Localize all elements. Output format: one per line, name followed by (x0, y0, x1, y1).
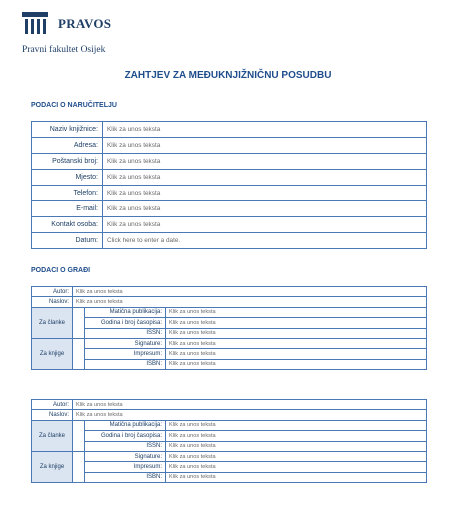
orderer-label: E-mail: (32, 201, 103, 217)
orderer-label: Poštanski broj: (32, 153, 103, 169)
issn-field[interactable]: Klik za unos teksta (166, 328, 427, 338)
books-group-label: Za knjige (32, 451, 73, 482)
article-label: Matična publikacija: (85, 420, 166, 430)
article-label: ISSN: (85, 441, 166, 451)
orderer-row-address (32, 137, 427, 153)
orderer-label: Telefon: (32, 185, 103, 201)
parent-publication-field[interactable]: Klik za unos teksta (166, 307, 427, 317)
imprint-field[interactable]: Klik za unos teksta (166, 462, 427, 472)
book-label: Signature: (85, 338, 166, 348)
isbn-field[interactable]: Klik za unos teksta (166, 472, 427, 482)
title-field[interactable]: Klik za unos teksta (73, 297, 427, 307)
author-label: Autor: (32, 287, 73, 297)
signature-field[interactable]: Klik za unos teksta (166, 338, 427, 348)
material-table-1 (31, 286, 427, 370)
material-row-book (32, 462, 427, 472)
address-field[interactable]: Klik za unos teksta (103, 137, 427, 153)
orderer-table (31, 121, 427, 249)
article-label: ISSN: (85, 328, 166, 338)
author-label: Autor: (32, 400, 73, 410)
book-label: Impresum: (85, 462, 166, 472)
articles-group-label: Za članke (32, 420, 73, 451)
document-title: ZAHTJEV ZA MEĐUKNJIŽNIČNU POSUDBU (124, 70, 332, 81)
material-row-article (32, 431, 427, 441)
orderer-row-email (32, 201, 427, 217)
title-label: Naslov: (32, 297, 73, 307)
orderer-row-phone (32, 185, 427, 201)
material-row-book (32, 338, 427, 348)
material-row-book (32, 359, 427, 369)
book-label: Impresum: (85, 349, 166, 359)
orderer-row-library-name (32, 122, 427, 138)
material-table-2 (31, 399, 427, 483)
material-row-title (32, 410, 427, 420)
postal-code-field[interactable]: Klik za unos teksta (103, 153, 427, 169)
material-row-book (32, 451, 427, 461)
contact-person-field[interactable]: Klik za unos teksta (103, 217, 427, 233)
material-row-title (32, 297, 427, 307)
signature-field[interactable]: Klik za unos teksta (166, 451, 427, 461)
email-field[interactable]: Klik za unos teksta (103, 201, 427, 217)
orderer-row-contact (32, 217, 427, 233)
material-row-book (32, 472, 427, 482)
orderer-heading: PODACI O NARUČITELJU (31, 102, 117, 109)
title-field[interactable]: Klik za unos teksta (73, 410, 427, 420)
material-row-author (32, 400, 427, 410)
isbn-field[interactable]: Klik za unos teksta (166, 359, 427, 369)
articles-group-label: Za članke (32, 307, 73, 338)
orderer-row-postal-code (32, 153, 427, 169)
date-field[interactable]: Click here to enter a date. (103, 233, 427, 249)
material-row-article (32, 420, 427, 430)
orderer-label: Mjesto: (32, 169, 103, 185)
article-label: Godina i broj časopisa: (85, 431, 166, 441)
orderer-row-date (32, 233, 427, 249)
logo-name: PRAVOS (58, 16, 112, 31)
material-row-author (32, 287, 427, 297)
logo (22, 12, 142, 60)
book-label: Signature: (85, 451, 166, 461)
material-row-book (32, 349, 427, 359)
material-row-article (32, 441, 427, 451)
author-field[interactable]: Klik za unos teksta (73, 287, 427, 297)
orderer-label: Datum: (32, 233, 103, 249)
material-heading: PODACI O GRAĐI (31, 267, 91, 274)
library-name-field[interactable]: Klik za unos teksta (103, 122, 427, 138)
books-group-label: Za knjige (32, 338, 73, 369)
author-field[interactable]: Klik za unos teksta (73, 400, 427, 410)
imprint-field[interactable]: Klik za unos teksta (166, 349, 427, 359)
year-issue-field[interactable]: Klik za unos teksta (166, 431, 427, 441)
material-row-article (32, 328, 427, 338)
issn-field[interactable]: Klik za unos teksta (166, 441, 427, 451)
article-label: Godina i broj časopisa: (85, 318, 166, 328)
logo-subtitle: Pravni fakultet Osijek (22, 45, 106, 55)
year-issue-field[interactable]: Klik za unos teksta (166, 318, 427, 328)
city-field[interactable]: Klik za unos teksta (103, 169, 427, 185)
book-label: ISBN: (85, 472, 166, 482)
book-label: ISBN: (85, 359, 166, 369)
material-row-article (32, 307, 427, 317)
orderer-row-city (32, 169, 427, 185)
orderer-label: Naziv knjižnice: (32, 122, 103, 138)
parent-publication-field[interactable]: Klik za unos teksta (166, 420, 427, 430)
article-label: Matična publikacija: (85, 307, 166, 317)
pravos-logo-icon (22, 12, 48, 34)
material-row-article (32, 318, 427, 328)
phone-field[interactable]: Klik za unos teksta (103, 185, 427, 201)
orderer-label: Kontakt osoba: (32, 217, 103, 233)
title-label: Naslov: (32, 410, 73, 420)
orderer-label: Adresa: (32, 137, 103, 153)
